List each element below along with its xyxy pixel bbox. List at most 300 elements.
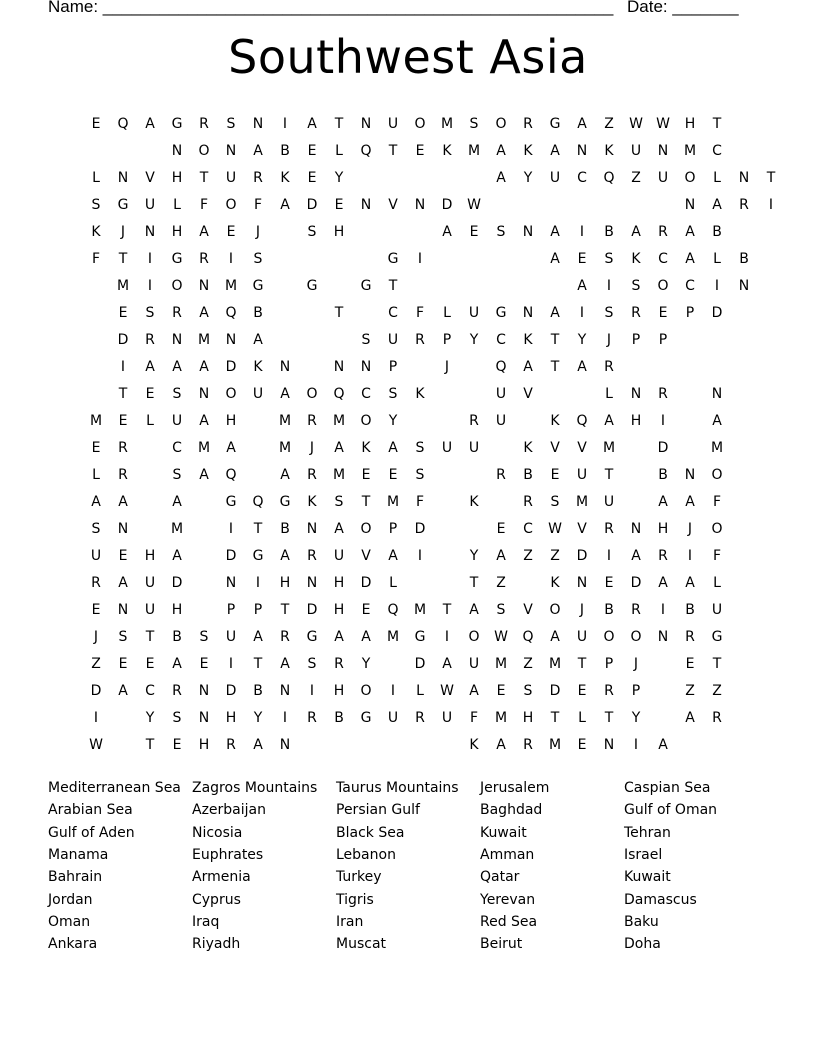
grid-letter: Z <box>631 170 641 186</box>
grid-letter: R <box>307 548 317 564</box>
grid-letter: O <box>225 197 237 213</box>
word-list-item: Cyprus <box>192 892 241 908</box>
grid-letter: I <box>417 548 423 564</box>
grid-letter: O <box>711 521 723 537</box>
grid-letter: L <box>605 386 613 402</box>
grid-letter: F <box>199 197 209 213</box>
grid-letter: G <box>306 629 318 645</box>
grid-letter: M <box>386 629 400 645</box>
grid-row <box>84 707 732 734</box>
name-field-label: Name: ______________________________________________________ <box>48 0 614 16</box>
grid-letter: Y <box>469 332 479 348</box>
grid-letter: O <box>657 278 669 294</box>
grid-letter: U <box>333 548 345 564</box>
grid-letter: J <box>633 656 639 672</box>
word-list-item: Jordan <box>48 892 93 908</box>
grid-letter: K <box>361 440 371 456</box>
grid-letter: N <box>144 224 156 240</box>
grid-letter: H <box>630 413 642 429</box>
grid-letter: N <box>333 359 345 375</box>
word-list-item: Doha <box>624 936 661 952</box>
grid-letter: Y <box>523 170 533 186</box>
grid-letter: A <box>577 278 587 294</box>
grid-letter: C <box>172 440 182 456</box>
grid-letter: A <box>712 413 722 429</box>
grid-letter: A <box>604 413 614 429</box>
word-list-item: Kuwait <box>624 869 671 885</box>
grid-letter: F <box>253 197 263 213</box>
grid-letter: H <box>333 575 345 591</box>
grid-letter: A <box>550 224 560 240</box>
grid-letter: W <box>548 521 562 537</box>
grid-letter: D <box>657 440 669 456</box>
grid-letter: K <box>523 143 533 159</box>
grid-letter: N <box>117 170 129 186</box>
grid-letter: M <box>332 467 346 483</box>
grid-letter: A <box>199 359 209 375</box>
grid-row <box>84 113 732 140</box>
word-list-item: Iraq <box>192 914 220 930</box>
grid-letter: M <box>467 143 481 159</box>
grid-letter: R <box>307 467 317 483</box>
grid-letter: O <box>306 386 318 402</box>
grid-row <box>84 356 732 383</box>
grid-letter: Z <box>496 575 506 591</box>
grid-letter: T <box>604 710 614 726</box>
grid-letter: C <box>388 305 398 321</box>
grid-letter: D <box>306 602 318 618</box>
grid-letter: D <box>576 548 588 564</box>
grid-letter: H <box>333 224 345 240</box>
grid-letter: J <box>309 440 315 456</box>
grid-letter: N <box>738 278 750 294</box>
grid-letter: K <box>523 332 533 348</box>
grid-letter: A <box>685 575 695 591</box>
grid-letter: E <box>91 116 101 132</box>
grid-letter: N <box>630 521 642 537</box>
grid-letter: Z <box>685 683 695 699</box>
grid-letter: O <box>468 629 480 645</box>
grid-letter: E <box>118 413 128 429</box>
grid-letter: I <box>228 521 234 537</box>
grid-letter: I <box>687 548 693 564</box>
word-list-item: Turkey <box>336 869 382 885</box>
grid-letter: A <box>496 170 506 186</box>
grid-letter: S <box>307 656 317 672</box>
grid-row <box>84 167 776 194</box>
grid-letter: U <box>252 386 264 402</box>
word-list-item: Manama <box>48 847 109 863</box>
grid-letter: G <box>306 278 318 294</box>
grid-letter: L <box>92 467 100 483</box>
grid-letter: U <box>495 386 507 402</box>
grid-letter: N <box>171 143 183 159</box>
grid-letter: N <box>117 521 129 537</box>
grid-letter: E <box>307 143 317 159</box>
grid-letter: V <box>361 548 371 564</box>
grid-letter: N <box>522 224 534 240</box>
grid-letter: V <box>577 440 587 456</box>
grid-letter: S <box>172 710 182 726</box>
grid-letter: A <box>550 251 560 267</box>
grid-letter: A <box>577 116 587 132</box>
grid-letter: U <box>90 548 102 564</box>
grid-letter: U <box>387 710 399 726</box>
grid-letter: W <box>494 629 508 645</box>
grid-letter: R <box>91 575 101 591</box>
grid-letter: N <box>171 332 183 348</box>
grid-letter: S <box>631 278 641 294</box>
word-list-item: Baku <box>624 914 659 930</box>
grid-letter: I <box>606 548 612 564</box>
grid-letter: L <box>335 143 343 159</box>
grid-row <box>84 221 732 248</box>
grid-letter: U <box>387 332 399 348</box>
grid-letter: R <box>712 710 722 726</box>
grid-letter: P <box>253 602 263 618</box>
grid-letter: I <box>390 683 396 699</box>
grid-letter: A <box>685 710 695 726</box>
grid-letter: L <box>146 413 154 429</box>
word-list-item: Euphrates <box>192 847 264 863</box>
grid-letter: E <box>361 467 371 483</box>
grid-letter: P <box>631 683 641 699</box>
grid-letter: N <box>360 359 372 375</box>
grid-letter: I <box>228 656 234 672</box>
grid-letter: A <box>658 494 668 510</box>
page-title: Southwest Asia <box>228 30 588 84</box>
grid-letter: A <box>388 440 398 456</box>
grid-letter: S <box>550 494 560 510</box>
grid-letter: K <box>442 143 452 159</box>
grid-letter: B <box>604 602 614 618</box>
grid-letter: Z <box>523 548 533 564</box>
grid-letter: I <box>606 278 612 294</box>
grid-letter: Q <box>360 143 372 159</box>
grid-letter: N <box>603 737 615 753</box>
grid-letter: D <box>90 683 102 699</box>
grid-letter: S <box>388 386 398 402</box>
grid-letter: Q <box>522 629 534 645</box>
grid-letter: T <box>550 710 560 726</box>
grid-letter: U <box>630 143 642 159</box>
grid-letter: B <box>172 629 182 645</box>
grid-letter: A <box>253 737 263 753</box>
grid-letter: A <box>199 413 209 429</box>
grid-letter: N <box>306 521 318 537</box>
grid-letter: N <box>576 143 588 159</box>
grid-letter: U <box>576 467 588 483</box>
grid-letter: D <box>225 548 237 564</box>
grid-letter: O <box>198 143 210 159</box>
grid-letter: U <box>225 170 237 186</box>
grid-letter: A <box>685 224 695 240</box>
grid-letter: K <box>469 737 479 753</box>
grid-letter: K <box>469 494 479 510</box>
grid-letter: I <box>444 629 450 645</box>
grid-letter: Z <box>550 548 560 564</box>
grid-letter: E <box>145 386 155 402</box>
grid-letter: P <box>388 359 398 375</box>
grid-letter: N <box>306 575 318 591</box>
word-list-item: Arabian Sea <box>48 802 133 818</box>
grid-letter: U <box>657 170 669 186</box>
grid-letter: E <box>577 683 587 699</box>
grid-letter: F <box>91 251 101 267</box>
grid-letter: H <box>171 170 183 186</box>
grid-letter: O <box>360 521 372 537</box>
grid-letter: N <box>630 386 642 402</box>
grid-letter: O <box>630 629 642 645</box>
grid-letter: D <box>414 656 426 672</box>
grid-row <box>84 545 732 572</box>
grid-letter: C <box>577 170 587 186</box>
grid-letter: N <box>198 710 210 726</box>
word-list-item: Kuwait <box>480 825 527 841</box>
grid-letter: A <box>334 629 344 645</box>
word-list-item: Lebanon <box>336 847 396 863</box>
grid-letter: M <box>278 440 292 456</box>
grid-letter: G <box>171 116 183 132</box>
grid-letter: U <box>225 629 237 645</box>
grid-letter: T <box>118 251 128 267</box>
grid-letter: N <box>657 629 669 645</box>
grid-letter: S <box>172 467 182 483</box>
grid-letter: S <box>604 251 614 267</box>
grid-letter: E <box>577 737 587 753</box>
grid-letter: R <box>631 602 641 618</box>
grid-letter: C <box>145 683 155 699</box>
grid-letter: A <box>577 359 587 375</box>
grid-letter: U <box>468 440 480 456</box>
grid-letter: A <box>145 116 155 132</box>
grid-letter: B <box>739 251 749 267</box>
grid-letter: C <box>685 278 695 294</box>
grid-letter: T <box>469 575 479 591</box>
grid-letter: S <box>307 224 317 240</box>
grid-letter: R <box>307 413 317 429</box>
grid-letter: I <box>147 278 153 294</box>
grid-letter: A <box>280 197 290 213</box>
grid-letter: H <box>657 521 669 537</box>
word-list-item: Oman <box>48 914 91 930</box>
grid-letter: E <box>226 224 236 240</box>
grid-letter: M <box>575 494 589 510</box>
grid-letter: B <box>253 683 263 699</box>
grid-letter: M <box>494 710 508 726</box>
grid-letter: I <box>255 575 261 591</box>
grid-letter: A <box>658 575 668 591</box>
grid-letter: G <box>252 548 264 564</box>
grid-letter: H <box>171 602 183 618</box>
grid-letter: T <box>253 521 263 537</box>
grid-letter: M <box>494 656 508 672</box>
grid-letter: P <box>604 656 614 672</box>
grid-letter: A <box>361 629 371 645</box>
grid-letter: G <box>171 251 183 267</box>
grid-letter: U <box>387 116 399 132</box>
grid-letter: Z <box>604 116 614 132</box>
grid-letter: O <box>225 386 237 402</box>
grid-letter: R <box>226 737 236 753</box>
grid-row <box>84 302 732 329</box>
grid-letter: E <box>604 575 614 591</box>
word-list-item: Azerbaijan <box>192 802 266 818</box>
grid-letter: A <box>172 656 182 672</box>
grid-letter: S <box>523 683 533 699</box>
grid-letter: R <box>118 467 128 483</box>
grid-letter: R <box>415 710 425 726</box>
grid-row <box>84 626 732 653</box>
grid-letter: A <box>199 224 209 240</box>
grid-letter: V <box>388 197 398 213</box>
grid-letter: R <box>604 521 614 537</box>
grid-letter: O <box>549 602 561 618</box>
grid-letter: A <box>145 359 155 375</box>
grid-letter: G <box>360 710 372 726</box>
grid-row <box>84 248 749 275</box>
grid-letter: J <box>120 224 126 240</box>
grid-letter: D <box>360 575 372 591</box>
grid-letter: C <box>658 251 668 267</box>
grid-letter: O <box>603 629 615 645</box>
grid-letter: B <box>658 467 668 483</box>
grid-letter: T <box>712 116 722 132</box>
grid-letter: J <box>606 332 612 348</box>
grid-letter: S <box>253 251 263 267</box>
word-list-item: Taurus Mountains <box>336 780 459 796</box>
grid-letter: L <box>713 170 721 186</box>
grid-letter: I <box>579 305 585 321</box>
word-list-item: Zagros Mountains <box>192 780 318 796</box>
grid-letter: R <box>523 116 533 132</box>
grid-row <box>84 383 732 410</box>
grid-letter: U <box>171 413 183 429</box>
grid-letter: V <box>550 440 560 456</box>
grid-letter: Q <box>333 386 345 402</box>
grid-letter: G <box>387 251 399 267</box>
grid-letter: J <box>444 359 450 375</box>
grid-letter: R <box>739 197 749 213</box>
grid-letter: Z <box>523 656 533 672</box>
grid-letter: J <box>687 521 693 537</box>
grid-letter: G <box>414 629 426 645</box>
grid-letter: A <box>91 494 101 510</box>
grid-letter: A <box>280 656 290 672</box>
grid-letter: K <box>307 494 317 510</box>
grid-letter: N <box>225 575 237 591</box>
grid-letter: L <box>578 710 586 726</box>
grid-letter: S <box>91 521 101 537</box>
grid-letter: N <box>198 386 210 402</box>
grid-letter: T <box>280 602 290 618</box>
grid-letter: K <box>604 143 614 159</box>
grid-letter: N <box>360 197 372 213</box>
grid-letter: G <box>549 116 561 132</box>
grid-letter: D <box>711 305 723 321</box>
grid-letter: U <box>468 305 480 321</box>
word-list-item: Damascus <box>624 892 697 908</box>
grid-letter: I <box>282 116 288 132</box>
grid-letter: N <box>198 683 210 699</box>
grid-letter: D <box>414 521 426 537</box>
grid-letter: T <box>712 656 722 672</box>
grid-letter: E <box>118 656 128 672</box>
grid-letter: A <box>658 737 668 753</box>
word-list-item: Yerevan <box>480 892 536 908</box>
grid-letter: Q <box>117 116 129 132</box>
grid-letter: I <box>147 251 153 267</box>
grid-letter: M <box>440 116 454 132</box>
grid-letter: I <box>579 224 585 240</box>
grid-letter: R <box>199 251 209 267</box>
grid-letter: A <box>496 143 506 159</box>
grid-letter: T <box>145 629 155 645</box>
grid-letter: O <box>684 170 696 186</box>
grid-row <box>84 599 732 626</box>
grid-letter: E <box>469 224 479 240</box>
grid-letter: R <box>280 629 290 645</box>
grid-letter: A <box>685 494 695 510</box>
grid-letter: N <box>684 197 696 213</box>
grid-letter: M <box>332 413 346 429</box>
grid-letter: S <box>496 224 506 240</box>
word-list-item: Nicosia <box>192 825 243 841</box>
grid-letter: T <box>253 656 263 672</box>
word-list-item: Iran <box>336 914 364 930</box>
grid-letter: U <box>711 602 723 618</box>
grid-letter: I <box>417 251 423 267</box>
grid-letter: W <box>656 116 670 132</box>
grid-letter: K <box>280 170 290 186</box>
grid-letter: N <box>279 683 291 699</box>
grid-letter: Y <box>577 332 587 348</box>
grid-letter: C <box>361 386 371 402</box>
grid-letter: A <box>523 359 533 375</box>
word-list-item: Israel <box>624 847 663 863</box>
grid-letter: M <box>278 413 292 429</box>
grid-letter: C <box>523 521 533 537</box>
grid-letter: B <box>334 710 344 726</box>
grid-letter: E <box>199 656 209 672</box>
grid-letter: A <box>388 548 398 564</box>
grid-letter: T <box>442 602 452 618</box>
grid-row <box>84 437 732 464</box>
grid-letter: D <box>630 575 642 591</box>
grid-letter: G <box>279 494 291 510</box>
word-list-item: Riyadh <box>192 936 241 952</box>
grid-letter: A <box>469 683 479 699</box>
grid-letter: Q <box>252 494 264 510</box>
grid-letter: E <box>658 305 668 321</box>
grid-letter: T <box>604 467 614 483</box>
grid-letter: R <box>658 386 668 402</box>
grid-letter: Q <box>495 359 507 375</box>
grid-letter: E <box>91 602 101 618</box>
grid-letter: W <box>629 116 643 132</box>
grid-letter: E <box>388 467 398 483</box>
grid-letter: Q <box>576 413 588 429</box>
grid-letter: D <box>306 197 318 213</box>
grid-letter: U <box>468 656 480 672</box>
grid-letter: L <box>713 575 721 591</box>
grid-row <box>84 680 732 707</box>
grid-letter: S <box>361 332 371 348</box>
grid-letter: N <box>279 359 291 375</box>
word-list-item: Gulf of Oman <box>624 802 718 818</box>
grid-letter: P <box>442 332 452 348</box>
grid-letter: A <box>550 305 560 321</box>
